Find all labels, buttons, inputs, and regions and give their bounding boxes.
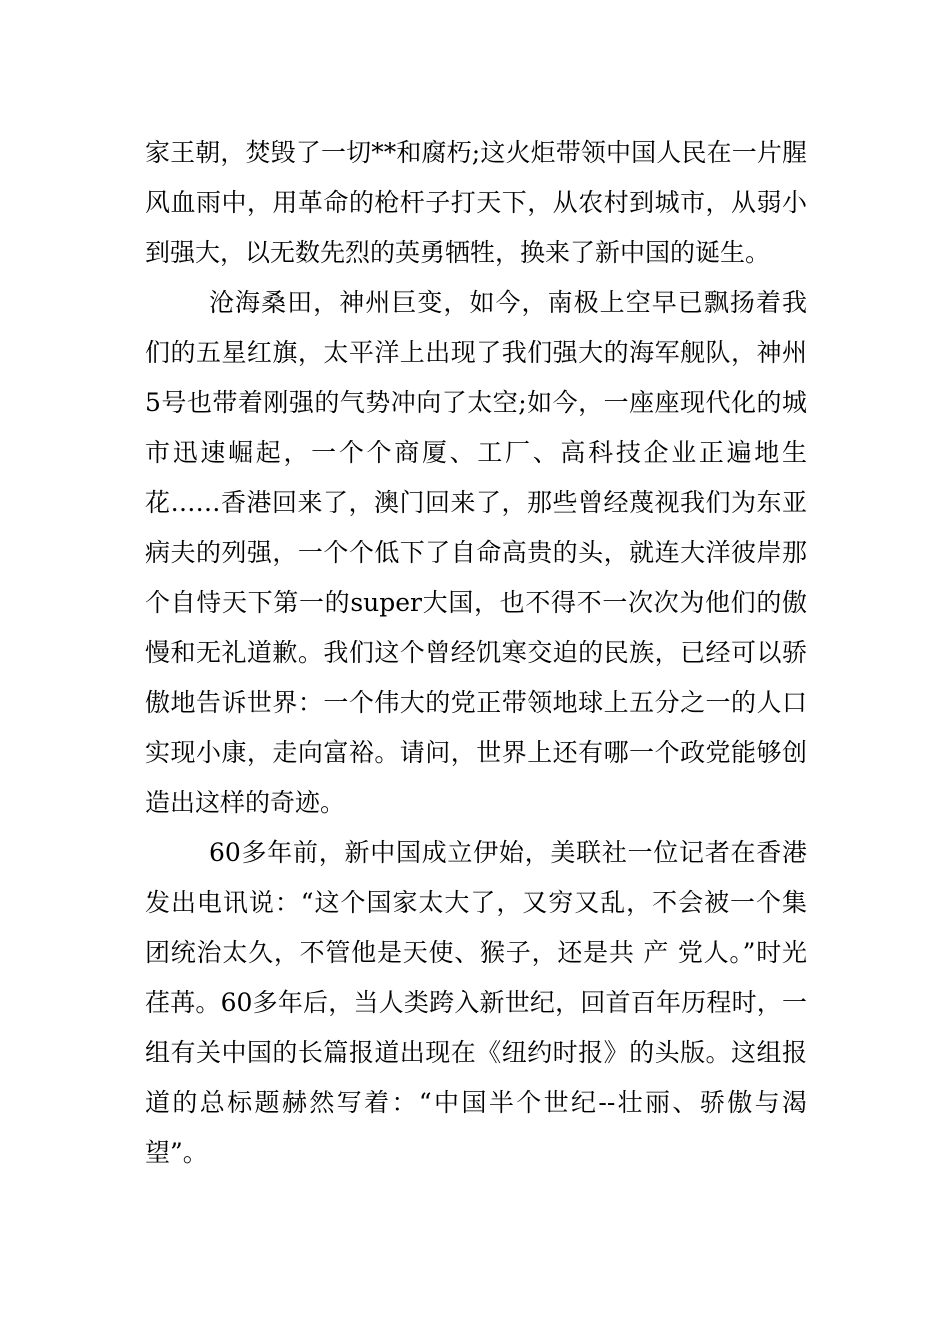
paragraph-1: 家王朝，焚毁了一切**和腐朽;这火炬带领中国人民在一片腥风血雨中，用革命的枪杆子打天下，从农村到城市，从弱小到强大，以无数先烈的英勇牺牲，换来了新中国的诞生。 (145, 138, 807, 267)
paragraph-3: 60多年前，新中国成立伊始，美联社一位记者在香港发出电讯说：“这个国家太大了，又穷又乱，不会被一个集团统治太久，不管他是天使、猴子，还是共 产 党人。”时光荏苒。60多年后，当人类跨入新世纪，回首百年历程时，一组有关中国的长篇报道出现在《纽约时报》的头版。这组报道的总标题赫然写着：“中国半个世纪--壮丽、骄傲与渴望”。 (145, 838, 807, 1167)
paragraph-2: 沧海桑田，神州巨变，如今，南极上空早已飘扬着我们的五星红旗，太平洋上出现了我们强大的海军舰队，神州5号也带着刚强的气势冲向了太空;如今，一座座现代化的城市迅速崛起，一个个商厦、工厂、高科技企业正遍地生花……香港回来了，澳门回来了，那些曾经蔑视我们为东亚病夫的列强，一个个低下了自命高贵的头，就连大洋彼岸那个自恃天下第一的super大国，也不得不一次次为他们的傲慢和无礼道歉。我们这个曾经饥寒交迫的民族，已经可以骄傲地告诉世界：一个伟大的党正带领地球上五分之一的人口实现小康，走向富裕。请问，世界上还有哪一个政党能够创造出这样的奇迹。 (145, 288, 807, 817)
document-body (145, 128, 807, 1178)
